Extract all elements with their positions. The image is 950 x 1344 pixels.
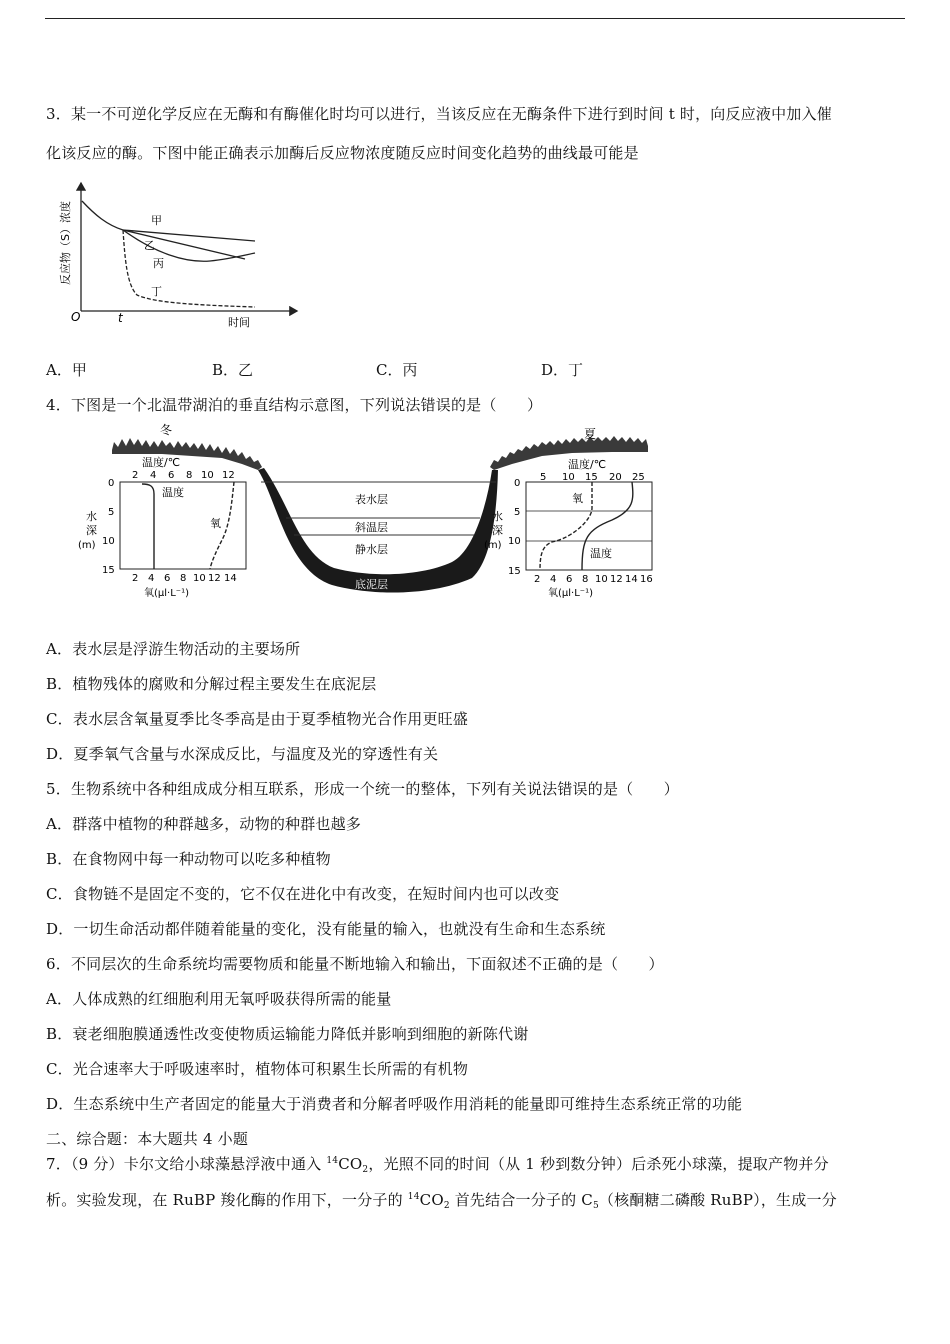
q4-depth-char-1: 水 bbox=[86, 510, 97, 523]
q4-option-d[interactable]: D．夏季氧气含量与水深成反比，与温度及光的穿透性有关 bbox=[46, 745, 439, 763]
q4-option-a[interactable]: A．表水层是浮游生物活动的主要场所 bbox=[46, 640, 301, 658]
q4-winter-temp-tick-0: 2 bbox=[132, 470, 139, 481]
q4-winter-temp-label: 温度 bbox=[162, 486, 184, 499]
q4-summer-oxy-axis: 氧(μl·L⁻¹) bbox=[548, 588, 593, 599]
q6-option-b[interactable]: B．衰老细胞膜通透性改变使物质运输能力降低并影响到细胞的新陈代谢 bbox=[46, 1025, 529, 1043]
q5-option-d[interactable]: D．一切生命活动都伴随着能量的变化，没有能量的输入，也就没有生命和生态系统 bbox=[46, 920, 606, 938]
q4-summer-oxy-curve bbox=[540, 482, 592, 570]
q7-l2-c: 首先结合一分子的 C bbox=[449, 1191, 593, 1209]
q4-winter-oxy-tick-5: 12 bbox=[208, 573, 221, 584]
q5-option-a[interactable]: A．群落中植物的种群越多，动物的种群也越多 bbox=[46, 815, 362, 833]
q4-summer-temp-tick-2: 15 bbox=[585, 472, 598, 483]
q4-summer-depth-tick-2: 10 bbox=[508, 536, 521, 547]
q4-summer-depth-char-2: 深 bbox=[492, 524, 503, 537]
q4-layer-sediment: 底泥层 bbox=[355, 578, 388, 591]
q4-summer-temp-tick-0: 5 bbox=[540, 472, 547, 483]
q4-figure bbox=[72, 420, 682, 606]
q4-summer-oxy-tick-4: 10 bbox=[595, 574, 608, 585]
q6-option-a[interactable]: A．人体成熟的红细胞利用无氧呼吸获得所需的能量 bbox=[46, 990, 392, 1008]
q4-winter-depth-tick-3: 15 bbox=[102, 565, 115, 576]
q3-figure bbox=[45, 175, 310, 335]
q3-option-d[interactable]: D．丁 bbox=[541, 361, 584, 379]
q3-stem-line2: 化该反应的酶。下图中能正确表示加酶后反应物浓度随反应时间变化趋势的曲线最可能是 bbox=[46, 144, 639, 162]
q4-summer-chart bbox=[484, 457, 653, 599]
q4-summer-oxy-tick-1: 4 bbox=[550, 574, 557, 585]
q7-l2-sup: 14 bbox=[407, 1192, 420, 1202]
q4-summer-temp-tick-1: 10 bbox=[562, 472, 575, 483]
q6-option-c[interactable]: C．光合速率大于呼吸速率时，植物体可积累生长所需的有机物 bbox=[46, 1060, 469, 1078]
header-rule bbox=[45, 18, 905, 19]
q7-l1-c: ，光照不同的时间（从 1 秒到数分钟）后杀死小球藻，提取产物并分 bbox=[368, 1155, 829, 1173]
q4-winter-temp-tick-5: 12 bbox=[222, 470, 235, 481]
q3-curve-yi bbox=[123, 230, 245, 259]
q7-l2-sub2: 5 bbox=[592, 1201, 599, 1211]
q7-line2 bbox=[46, 1189, 837, 1211]
q4-summer-oxy-tick-5: 12 bbox=[610, 574, 623, 585]
q4-winter-chart bbox=[78, 455, 246, 599]
q5-option-b[interactable]: B．在食物网中每一种动物可以吃多种植物 bbox=[46, 850, 331, 868]
q3-option-c[interactable]: C．丙 bbox=[376, 361, 418, 379]
q7-l2-sub: 2 bbox=[443, 1201, 450, 1211]
q4-option-b[interactable]: B．植物残体的腐败和分解过程主要发生在底泥层 bbox=[46, 675, 377, 693]
q4-summer-oxy-tick-0: 2 bbox=[534, 574, 541, 585]
q4-option-c[interactable]: C．表水层含氧量夏季比冬季高是由于夏季植物光合作用更旺盛 bbox=[46, 710, 469, 728]
q7-l1-a: 7．（9 分）卡尔文给小球藻悬浮液中通入 bbox=[46, 1155, 327, 1173]
q4-depth-char-2: 深 bbox=[86, 524, 97, 537]
q4-summer-oxy-tick-2: 6 bbox=[566, 574, 573, 585]
q4-winter-temp-curve bbox=[142, 484, 154, 569]
q4-depth-unit: (m) bbox=[78, 540, 96, 551]
q7-l2-d: （核酮糖二磷酸 RuBP），生成一分 bbox=[598, 1191, 837, 1209]
q7-l1-sub: 2 bbox=[362, 1165, 369, 1175]
q4-summer-depth-unit: (m) bbox=[484, 540, 502, 551]
q4-winter-depth-tick-2: 10 bbox=[102, 536, 115, 547]
q4-summer-oxy-tick-6: 14 bbox=[625, 574, 638, 585]
q4-summer-oxy-label: 氧 bbox=[572, 492, 583, 505]
q4-winter-depth-tick-1: 5 bbox=[108, 507, 115, 518]
q4-layer-hypolimnion: 静水层 bbox=[355, 543, 388, 556]
q4-winter-oxy-tick-6: 14 bbox=[224, 573, 237, 584]
q7-l2-a: 析。实验发现，在 RuBP 羧化酶的作用下，一分子的 bbox=[46, 1191, 408, 1209]
q4-winter-temp-tick-4: 10 bbox=[201, 470, 214, 481]
q3-label-yi: 乙 bbox=[144, 239, 155, 252]
q4-summer-depth-tick-3: 15 bbox=[508, 566, 521, 577]
q4-stem: 4．下图是一个北温带湖泊的垂直结构示意图，下列说法错误的是（ ） bbox=[46, 396, 543, 414]
q3-curve-ding bbox=[123, 230, 255, 307]
q3-xlabel: 时间 bbox=[228, 316, 250, 329]
q7-l1-sup: 14 bbox=[326, 1156, 339, 1166]
q7-l1-b: CO bbox=[338, 1155, 363, 1173]
q4-summer-depth-tick-1: 5 bbox=[514, 507, 521, 518]
q6-stem: 6．不同层次的生命系统均需要物质和能量不断地输入和输出，下面叙述不正确的是（ ） bbox=[46, 955, 664, 973]
q3-initial-curve bbox=[82, 201, 123, 230]
q3-option-a[interactable]: A．甲 bbox=[46, 361, 87, 379]
q4-summer-label: 夏 bbox=[584, 427, 597, 441]
q4-winter-temp-axis: 温度/℃ bbox=[142, 456, 181, 469]
q4-winter-oxy-axis: 氧(μl·L⁻¹) bbox=[144, 588, 189, 599]
q7-l2-b: CO bbox=[419, 1191, 444, 1209]
q4-layer-surface: 表水层 bbox=[355, 493, 388, 506]
q3-ylabel: 反应物（S）浓度 bbox=[59, 201, 72, 285]
q4-winter-oxy-tick-0: 2 bbox=[132, 573, 139, 584]
q3-option-b[interactable]: B．乙 bbox=[212, 361, 254, 379]
q3-origin: O bbox=[71, 310, 81, 324]
q5-stem: 5．生物系统中各种组成成分相互联系，形成一个统一的整体，下列有关说法错误的是（ ） bbox=[46, 780, 679, 798]
q4-summer-temp-tick-4: 25 bbox=[632, 472, 645, 483]
q4-winter-temp-tick-2: 6 bbox=[168, 470, 175, 481]
q6-option-d[interactable]: D．生态系统中生产者固定的能量大于消费者和分解者呼吸作用消耗的能量即可维持生态系统正常的功能 bbox=[46, 1095, 743, 1113]
q4-winter-oxy-tick-3: 8 bbox=[180, 573, 187, 584]
q4-summer-temp-label: 温度 bbox=[590, 547, 612, 560]
q4-winter-oxy-tick-2: 6 bbox=[164, 573, 171, 584]
q4-winter-temp-tick-3: 8 bbox=[186, 470, 193, 481]
q4-summer-temp-tick-3: 20 bbox=[609, 472, 622, 483]
q3-label-jia: 甲 bbox=[151, 214, 162, 227]
q4-winter-depth-tick-0: 0 bbox=[108, 478, 115, 489]
q5-option-c[interactable]: C．食物链不是固定不变的，它不仅在进化中有改变，在短时间内也可以改变 bbox=[46, 885, 560, 903]
q3-curve-jia bbox=[123, 230, 255, 241]
q4-summer-oxy-tick-7: 16 bbox=[640, 574, 653, 585]
q4-winter-oxy-label: 氧 bbox=[210, 517, 221, 530]
q4-winter-label: 冬 bbox=[160, 423, 173, 437]
q4-summer-depth-tick-0: 0 bbox=[514, 478, 521, 489]
q4-vegetation-left bbox=[112, 438, 262, 470]
q4-winter-oxy-tick-4: 10 bbox=[193, 573, 206, 584]
q4-winter-oxy-tick-1: 4 bbox=[148, 573, 155, 584]
q4-layer-thermocline: 斜温层 bbox=[355, 521, 388, 534]
q4-summer-temp-axis: 温度/℃ bbox=[568, 458, 607, 471]
q7-line1 bbox=[46, 1153, 829, 1175]
q3-stem-line1: 3．某一不可逆化学反应在无酶和有酶催化时均可以进行，当该反应在无酶条件下进行到时间 t 时，向反应液中加入催 bbox=[46, 105, 832, 123]
q3-t-label: t bbox=[118, 311, 123, 325]
section-2-heading: 二、综合题：本大题共 4 小题 bbox=[46, 1130, 249, 1148]
q3-label-ding: 丁 bbox=[151, 285, 162, 298]
q3-label-bing: 丙 bbox=[153, 257, 164, 270]
q4-summer-depth-char-1: 水 bbox=[492, 510, 503, 523]
q4-winter-temp-tick-1: 4 bbox=[150, 470, 157, 481]
q4-summer-oxy-tick-3: 8 bbox=[582, 574, 589, 585]
